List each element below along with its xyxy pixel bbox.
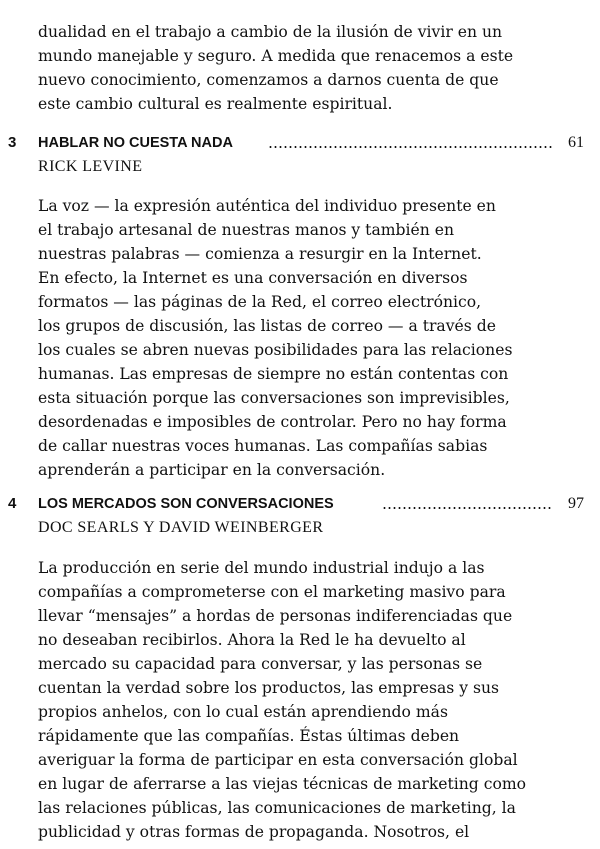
- paragraph-line: cuentan la verdad sobre los productos, las empresas y sus: [38, 679, 500, 697]
- paragraph-line: mundo manejable y seguro. A medida que renacemos a este: [38, 47, 514, 65]
- chapter-number: 3: [8, 134, 17, 151]
- chapter-number: 4: [8, 495, 17, 512]
- chapter-title: LOS MERCADOS SON CONVERSACIONES: [38, 496, 334, 512]
- paragraph-line: mercado su capacidad para conversar, y las personas se: [38, 655, 483, 673]
- paragraph-line: nuevo conocimiento, comenzamos a darnos cuenta de que: [38, 71, 499, 89]
- chapter-title: HABLAR NO CUESTA NADA: [38, 135, 233, 151]
- intro-paragraph: [38, 20, 570, 116]
- paragraph-line: los cuales se abren nuevas posibilidades para las relaciones: [38, 341, 513, 359]
- paragraph-line: La voz — la expresión auténtica del individuo presente en: [38, 197, 496, 215]
- paragraph-line: rápidamente que las compañías. Éstas últimas deben: [38, 727, 460, 745]
- paragraph-line: publicidad y otras formas de propaganda. Nosotros, el: [38, 823, 470, 841]
- paragraph-line: nuestras palabras — comienza a resurgir en la Internet.: [38, 245, 482, 263]
- paragraph-line: los grupos de discusión, las listas de correo — a través de: [38, 317, 496, 335]
- paragraph-line: no deseaban recibirlos. Ahora la Red le ha devuelto al: [38, 631, 466, 649]
- paragraph-line: En efecto, la Internet es una conversación en diversos: [38, 269, 468, 287]
- paragraph-line: humanas. Las empresas de siempre no están contentas con: [38, 365, 509, 383]
- paragraph-line: este cambio cultural es realmente espiritual.: [38, 95, 393, 113]
- chapter-page-number: 61: [568, 134, 584, 151]
- paragraph-line: dualidad en el trabajo a cambio de la ilusión de vivir en un: [38, 23, 503, 41]
- paragraph-line: de callar nuestras voces humanas. Las compañías sabias: [38, 437, 488, 455]
- chapter-4-summary: [38, 556, 570, 844]
- toc-entry-chapter-3: [0, 131, 600, 179]
- chapter-page-number: 97: [568, 495, 584, 512]
- paragraph-line: compañías a comprometerse con el marketing masivo para: [38, 583, 506, 601]
- paragraph-line: aprenderán a participar en la conversación.: [38, 461, 386, 479]
- paragraph-line: llevar “mensajes” a hordas de personas indiferenciadas que: [38, 607, 513, 625]
- chapter-3-summary: [38, 194, 570, 482]
- paragraph-line: propios anhelos, con lo cual están aprendiendo más: [38, 703, 448, 721]
- paragraph-line: desordenadas e imposibles de controlar. Pero no hay forma: [38, 413, 507, 431]
- paragraph-line: las relaciones públicas, las comunicaciones de marketing, la: [38, 799, 516, 817]
- chapter-author: DOC SEARLS Y DAVID WEINBERGER: [38, 519, 324, 536]
- chapter-author: RICK LEVINE: [38, 158, 143, 175]
- leader-dots: [268, 146, 552, 148]
- leader-dots: [382, 507, 552, 509]
- toc-entry-chapter-4: [0, 492, 600, 540]
- paragraph-line: averiguar la forma de participar en esta conversación global: [38, 751, 518, 769]
- paragraph-line: esta situación porque las conversaciones son imprevisibles,: [38, 389, 510, 407]
- paragraph-line: el trabajo artesanal de nuestras manos y también en: [38, 221, 454, 239]
- paragraph-line: La producción en serie del mundo industrial indujo a las: [38, 559, 485, 577]
- paragraph-line: formatos — las páginas de la Red, el correo electrónico,: [38, 293, 482, 311]
- paragraph-line: en lugar de aferrarse a las viejas técnicas de marketing como: [38, 775, 527, 793]
